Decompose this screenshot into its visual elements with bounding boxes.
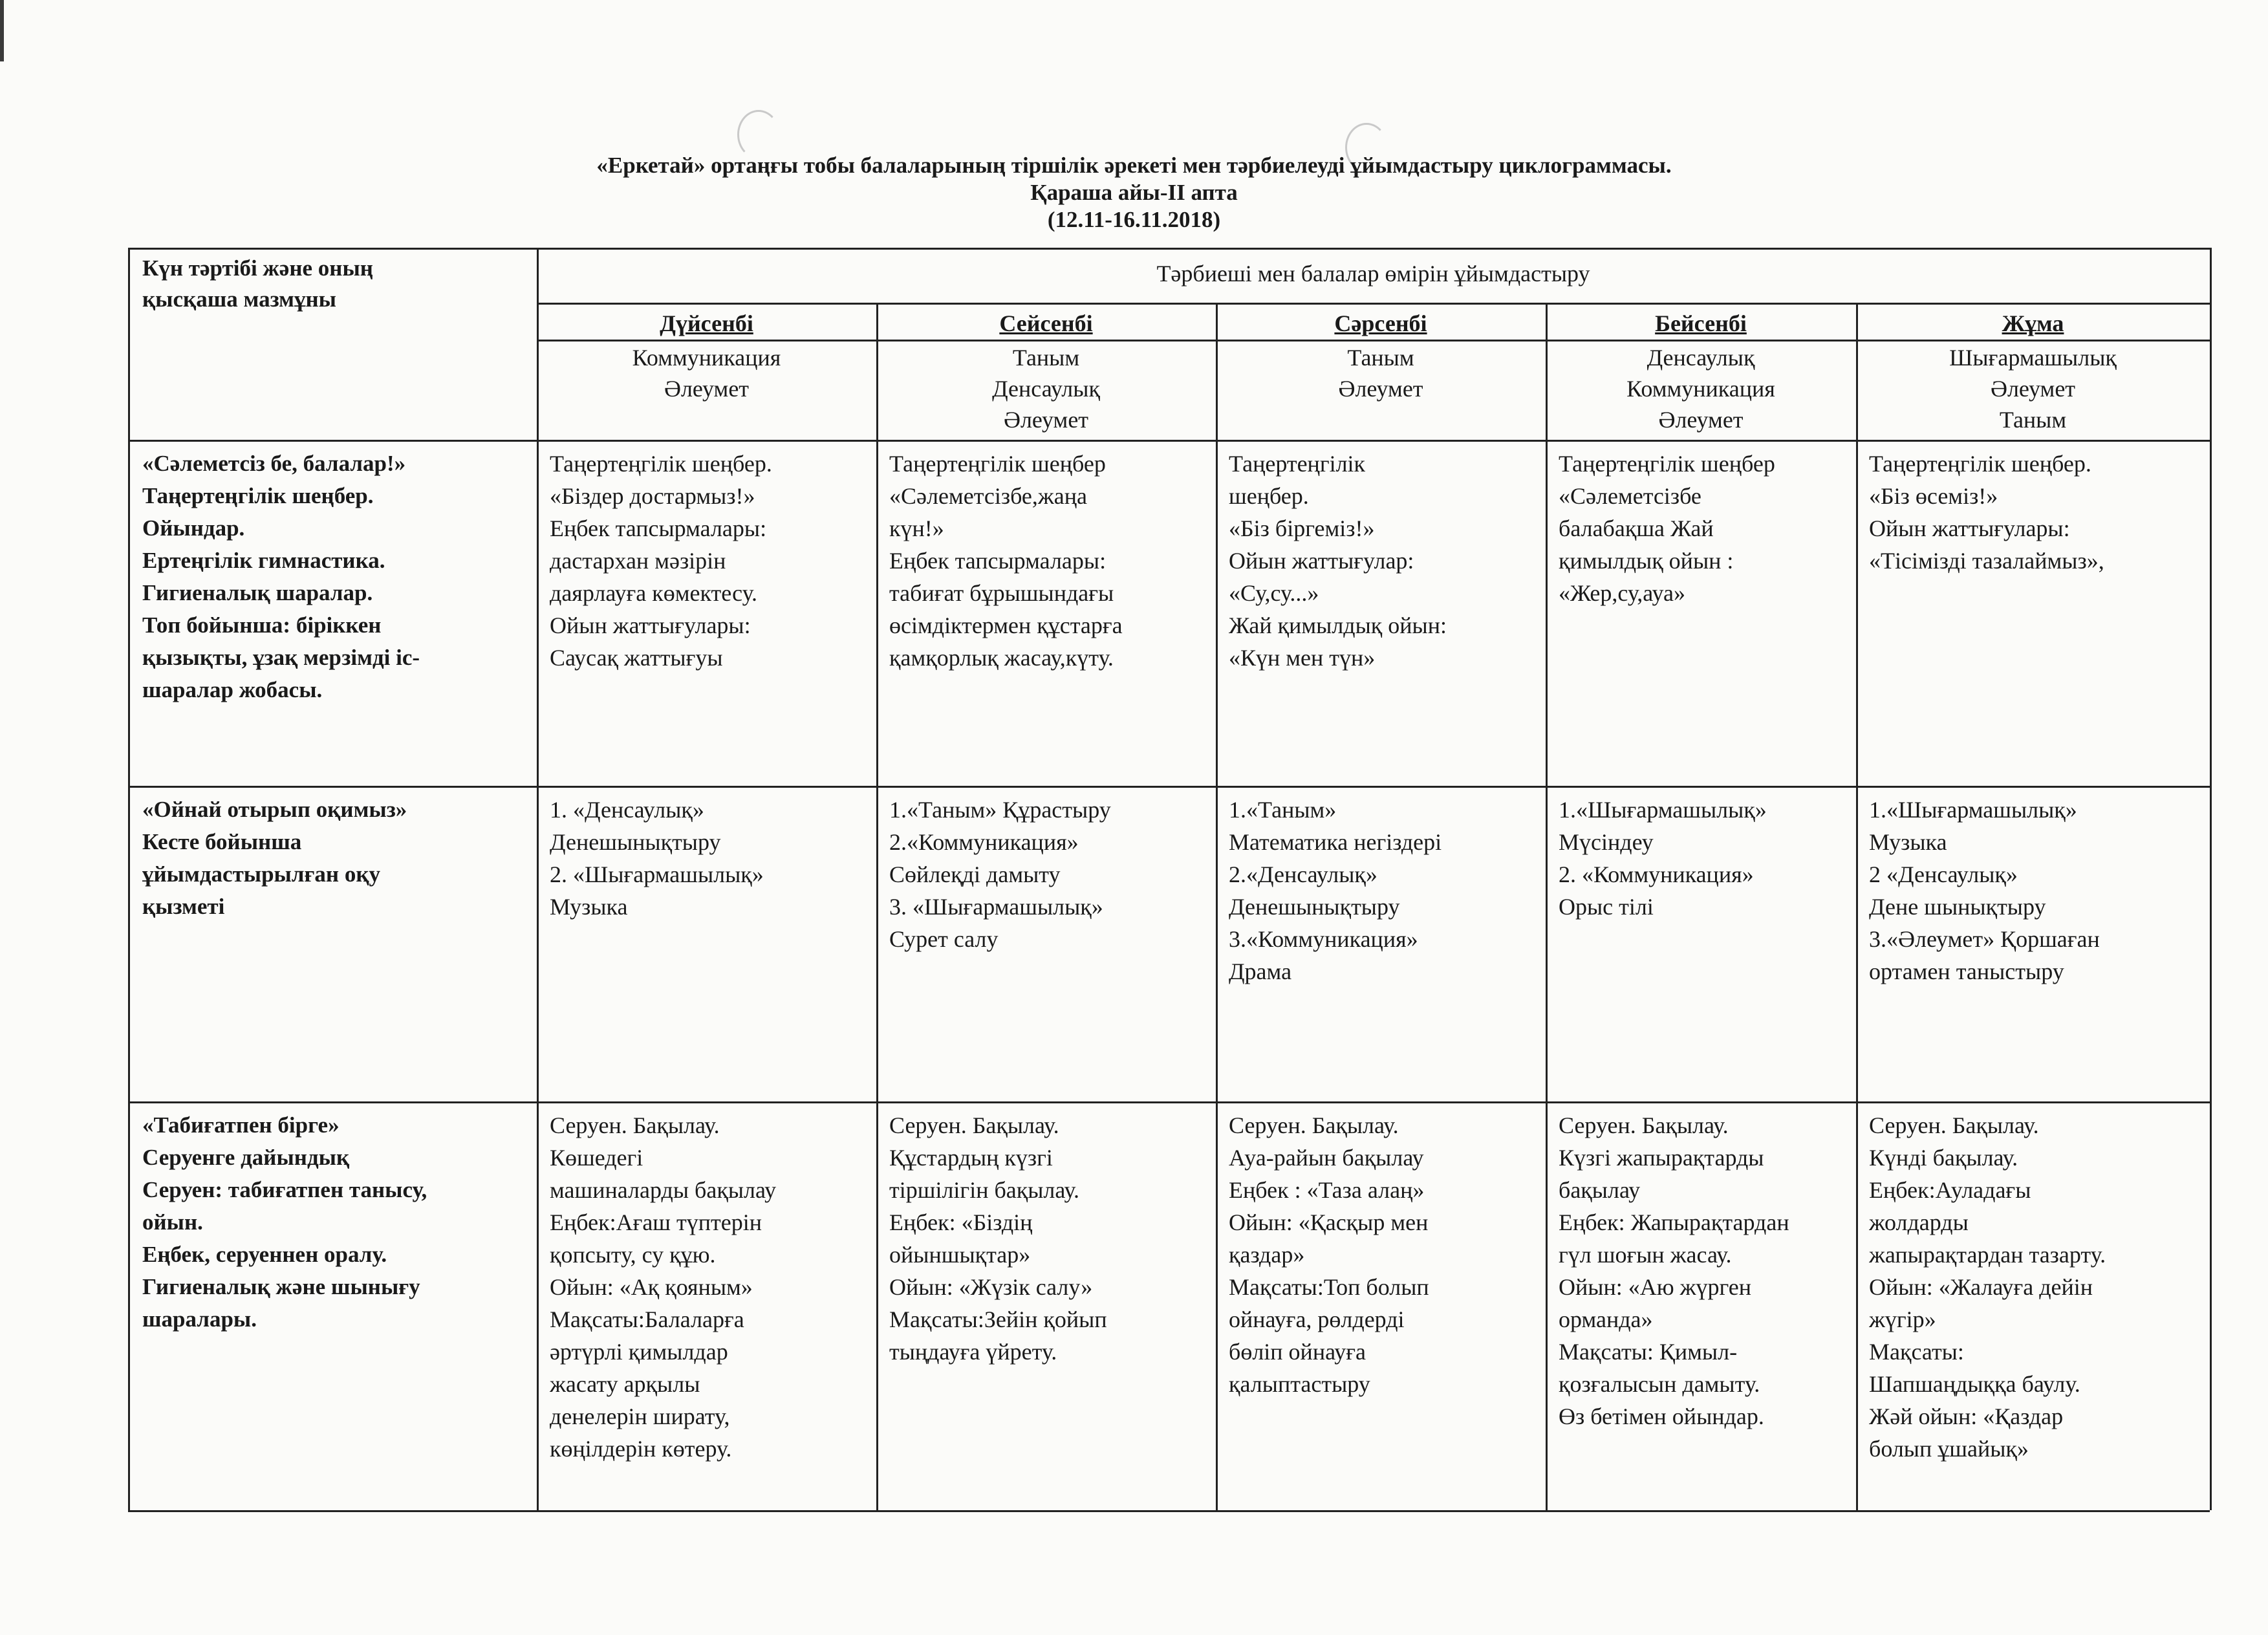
cell-line: «Күн мен түн»: [1229, 645, 1376, 671]
day-areas: [1856, 342, 2210, 439]
cell-line: Еңбек:Ауладағы: [1869, 1177, 2031, 1203]
row-label-line: «Табиғатпен бірге»: [142, 1112, 340, 1138]
cell-line: Көшедегі: [550, 1145, 643, 1171]
cell-line: Ойын: «Аю жүрген: [1559, 1274, 1752, 1300]
cell-line: Денешынықтыру: [1229, 894, 1400, 920]
cell-line: болып ұшайық»: [1869, 1436, 2029, 1462]
row-label: [142, 1109, 532, 1508]
cell-line: Өз бетімен ойындар.: [1559, 1403, 1764, 1429]
cell-line: денелерін ширату,: [550, 1403, 730, 1429]
cell-line: Сурет салу: [889, 926, 999, 952]
cell-line: Ойын жаттығулары:: [1869, 515, 2070, 541]
cell-line: шеңбер.: [1229, 483, 1309, 509]
row-label-line: Гигиеналық және шынығу: [142, 1274, 420, 1299]
cell-line: өсімдіктермен құстарға: [889, 612, 1123, 638]
cell-line: Драма: [1229, 958, 1292, 984]
column-divider-day: [876, 303, 878, 1510]
cell-line: Таңертеңгілік шеңбер.: [550, 451, 772, 477]
cell-line: 2. «Коммуникация»: [1559, 861, 1754, 887]
cell-line: Еңбек: «Біздің: [889, 1209, 1033, 1235]
row-label: [142, 448, 532, 783]
cell-line: «Біздер достармыз!»: [550, 483, 755, 509]
schedule-cell: [1559, 448, 1851, 783]
cell-line: «Тісімізді тазалаймыз»,: [1869, 548, 2104, 574]
area-label: Коммуникация: [632, 345, 781, 371]
day-areas: [537, 342, 876, 439]
row-label-line: Топ бойынша: біріккен: [142, 612, 382, 638]
cell-line: Серуен. Бақылау.: [1559, 1112, 1729, 1138]
cell-line: бөліп ойнауға: [1229, 1339, 1366, 1365]
cell-line: 1. «Денсаулық»: [550, 797, 704, 823]
cell-line: Мақсаты:Топ болып: [1229, 1274, 1429, 1300]
area-label: Әлеумет: [1003, 407, 1089, 433]
area-label: Шығармашылық: [1949, 345, 2117, 371]
cell-line: күн!»: [889, 515, 944, 541]
cell-line: Орыс тілі: [1559, 894, 1654, 920]
cell-line: ойыншықтар»: [889, 1242, 1031, 1268]
header-divider: [537, 303, 2210, 305]
cell-line: дастархан мәзірін: [550, 548, 726, 574]
cell-line: орманда»: [1559, 1306, 1653, 1332]
cell-line: Күзгі жапырақтарды: [1559, 1145, 1764, 1171]
cell-line: Ойын: «Ақ қояным»: [550, 1274, 753, 1300]
area-label: Таным: [1012, 345, 1080, 371]
cell-line: Музыка: [1869, 829, 1947, 855]
cell-line: Ойын: «Жүзік салу»: [889, 1274, 1093, 1300]
cell-line: 3. «Шығармашылық»: [889, 894, 1103, 920]
column-divider-day: [1216, 303, 1218, 1510]
row-label-line: Кесте бойынша: [142, 829, 302, 854]
cell-line: Дене шынықтыру: [1869, 894, 2046, 920]
cell-line: «Біз біргеміз!»: [1229, 515, 1375, 541]
title-line-1: «Еркетай» ортаңғы тобы балаларының тіршілік әрекеті мен тәрбиелеуді ұйымдастыру циклограммасы.: [596, 153, 1672, 178]
area-label: Әлеумет: [664, 376, 750, 402]
cell-line: Таңертеңгілік: [1229, 451, 1366, 477]
cell-line: Ойын: «Қасқыр мен: [1229, 1209, 1429, 1235]
cell-line: Ойын жаттығулары:: [550, 612, 751, 638]
corner-header-line: қысқаша мазмұны: [142, 287, 336, 312]
row-label-line: ойын.: [142, 1209, 203, 1235]
cell-line: жолдарды: [1869, 1209, 1969, 1235]
cell-line: 2. «Шығармашылық»: [550, 861, 764, 887]
row-label-line: қызметі: [142, 894, 225, 919]
cell-line: Мақсаты:: [1869, 1339, 1964, 1365]
cell-line: Таңертеңгілік шеңбер: [1559, 451, 1775, 477]
cell-line: машиналарды бақылау: [550, 1177, 777, 1203]
row-divider-3: [128, 1101, 2210, 1103]
day-areas: [1216, 342, 1546, 439]
schedule-cell: [1559, 1109, 1851, 1508]
row-label-line: Ертеңгілік гимнастика.: [142, 548, 385, 573]
cell-line: Еңбек тапсырмалары:: [550, 515, 767, 541]
cell-line: 3.«Коммуникация»: [1229, 926, 1418, 952]
cell-line: Еңбек : «Таза алаң»: [1229, 1177, 1425, 1203]
cell-line: тыңдауға үйрету.: [889, 1339, 1057, 1365]
cell-line: «Жер,су,ауа»: [1559, 580, 1685, 606]
schedule-cell: [550, 1109, 871, 1508]
cell-line: Таңертеңгілік шеңбер.: [1869, 451, 2091, 477]
area-label: Таным: [1999, 407, 2067, 433]
day-divider: [537, 340, 2210, 341]
day-name: Жұма: [2002, 310, 2064, 336]
cell-line: Денешынықтыру: [550, 829, 721, 855]
row-label-line: ұйымдастырылған оқу: [142, 861, 380, 887]
cell-line: бақылау: [1559, 1177, 1641, 1203]
cell-line: даярлауға көмектесу.: [550, 580, 758, 606]
cell-line: Құстардың күзгі: [889, 1145, 1053, 1171]
cell-line: қимылдық ойын :: [1559, 548, 1734, 574]
row-label-line: қызықты, ұзақ мерзімді іс-: [142, 645, 420, 670]
cell-line: табиғат бұрышындағы: [889, 580, 1114, 606]
cell-line: қопсыту, су құю.: [550, 1242, 716, 1268]
cell-line: Мақсаты:Балаларға: [550, 1306, 744, 1332]
cell-line: Серуен. Бақылау.: [889, 1112, 1059, 1138]
cell-line: тіршілігін бақылау.: [889, 1177, 1079, 1203]
cell-line: жүгір»: [1869, 1306, 1936, 1332]
row-label-line: Гигиеналық шаралар.: [142, 580, 373, 605]
cell-line: ойнауға, рөлдерді: [1229, 1306, 1405, 1332]
cell-line: «Су,су...»: [1229, 580, 1319, 606]
schedule-cell: [1229, 1109, 1540, 1508]
schedule-cell: [1869, 794, 2205, 1099]
schedule-cell: [550, 448, 871, 783]
row-label-line: Ойындар.: [142, 515, 245, 541]
cell-line: 2.«Денсаулық»: [1229, 861, 1377, 887]
cell-line: Ойын: «Жалауға дейін: [1869, 1274, 2093, 1300]
schedule-cell: [1229, 448, 1540, 783]
cell-line: Жәй ойын: «Қаздар: [1869, 1403, 2064, 1429]
cell-line: жапырақтардан тазарту.: [1869, 1242, 2106, 1268]
cell-line: Еңбек:Ағаш түптерін: [550, 1209, 762, 1235]
cell-line: Мақсаты:Зейін қойып: [889, 1306, 1107, 1332]
corner-header-line: Күн тәртібі және оның: [142, 255, 373, 281]
cell-line: ортамен таныстыру: [1869, 958, 2064, 984]
day-areas: [1546, 342, 1856, 439]
cell-line: Математика негіздері: [1229, 829, 1442, 855]
day-areas: [876, 342, 1216, 439]
schedule-cell: [550, 794, 871, 1099]
row-label-line: шаралары.: [142, 1306, 257, 1332]
scan-edge: [0, 0, 4, 61]
cell-line: Еңбек: Жапырақтардан: [1559, 1209, 1789, 1235]
cell-line: балабақша Жай: [1559, 515, 1714, 541]
cell-line: Мақсаты: Қимыл-: [1559, 1339, 1738, 1365]
cell-line: Серуен. Бақылау.: [550, 1112, 720, 1138]
area-label: Әлеумет: [1338, 376, 1423, 402]
cell-line: «Сәлеметсізбе: [1559, 483, 1701, 509]
row-divider-2: [128, 786, 2210, 788]
table-bottom-border: [128, 1510, 2210, 1512]
cell-line: Таңертеңгілік шеңбер: [889, 451, 1106, 477]
cell-line: Ауа-райын бақылау: [1229, 1145, 1424, 1171]
cell-line: «Біз өсеміз!»: [1869, 483, 1998, 509]
row-divider-1: [128, 440, 2210, 442]
cell-line: «Сәлеметсізбе,жаңа: [889, 483, 1087, 509]
area-label: Денсаулық: [992, 376, 1100, 402]
row-label-line: «Ойнай отырып оқимыз»: [142, 797, 407, 822]
title-line-2: Қараша айы-II апта: [1030, 180, 1238, 205]
cell-line: гүл шоғын жасау.: [1559, 1242, 1732, 1268]
table-left-border: [128, 248, 130, 1510]
title-line-3: (12.11-16.11.2018): [1047, 207, 1221, 232]
cell-line: Жай қимылдық ойын:: [1229, 612, 1447, 638]
area-label: Әлеумет: [1990, 376, 2076, 402]
cell-line: көңілдерін көтеру.: [550, 1436, 732, 1462]
column-divider-day: [1856, 303, 1858, 1510]
cell-line: Серуен. Бақылау.: [1869, 1112, 2039, 1138]
cell-line: Сөйлеқді дамыту: [889, 861, 1061, 887]
column-divider-day: [1546, 303, 1548, 1510]
cell-line: 1.«Шығармашылық»: [1559, 797, 1767, 823]
cell-line: Серуен. Бақылау.: [1229, 1112, 1399, 1138]
schedule-cell: [889, 794, 1211, 1099]
document-title: [0, 152, 2268, 233]
row-label-line: Еңбек, серуеннен оралу.: [142, 1242, 387, 1267]
schedule-cell: [1559, 794, 1851, 1099]
cell-line: 1.«Шығармашылық»: [1869, 797, 2077, 823]
day-name: Дүйсенбі: [660, 310, 753, 336]
cell-line: қалыптастыру: [1229, 1371, 1370, 1397]
schedule-cell: [1869, 448, 2205, 783]
row-label-line: Серуен: табиғатпен танысу,: [142, 1177, 427, 1202]
cell-line: 1.«Таным»: [1229, 797, 1337, 823]
row-label-line: «Сәлеметсіз бе, балалар!»: [142, 451, 406, 476]
table-right-border: [2210, 248, 2212, 1510]
cell-line: Саусақ жаттығуы: [550, 645, 723, 671]
cell-line: жасату арқылы: [550, 1371, 700, 1397]
cell-line: қаздар»: [1229, 1242, 1305, 1268]
schedule-cell: [1869, 1109, 2205, 1508]
main-header: Тәрбиеші мен балалар өмірін ұйымдастыру: [1156, 261, 1590, 287]
table-top-border: [128, 248, 2210, 250]
area-label: Әлеумет: [1658, 407, 1744, 433]
cell-line: Ойын жаттығулар:: [1229, 548, 1414, 574]
row-label: [142, 794, 532, 1099]
cell-line: қозғалысын дамыту.: [1559, 1371, 1760, 1397]
cell-line: 2.«Коммуникация»: [889, 829, 1079, 855]
cell-line: 2 «Денсаулық»: [1869, 861, 2018, 887]
cell-line: Еңбек тапсырмалары:: [889, 548, 1107, 574]
cell-line: Шапшаңдыққа баулу.: [1869, 1371, 2080, 1397]
schedule-cell: [1229, 794, 1540, 1099]
row-label-line: шаралар жобасы.: [142, 677, 323, 702]
row-label-line: Серуенге дайындық: [142, 1145, 350, 1170]
area-label: Коммуникация: [1626, 376, 1775, 402]
day-name: Сейсенбі: [999, 310, 1093, 336]
cell-line: қамқорлық жасау,күту.: [889, 645, 1114, 671]
day-name: Сәрсенбі: [1334, 310, 1427, 336]
cell-line: 3.«Әлеумет» Қоршаған: [1869, 926, 2100, 952]
schedule-cell: [889, 1109, 1211, 1508]
area-label: Таным: [1347, 345, 1414, 371]
cell-line: әртүрлі қимылдар: [550, 1339, 728, 1365]
corner-header: [142, 253, 532, 437]
area-label: Денсаулық: [1647, 345, 1755, 371]
day-name: Бейсенбі: [1655, 310, 1747, 336]
cell-line: Мүсіндеу: [1559, 829, 1654, 855]
cell-line: 1.«Таным» Құрастыру: [889, 797, 1111, 823]
row-label-line: Таңертеңгілік шеңбер.: [142, 483, 374, 508]
schedule-cell: [889, 448, 1211, 783]
cell-line: Күнді бақылау.: [1869, 1145, 2018, 1171]
cell-line: Музыка: [550, 894, 628, 920]
